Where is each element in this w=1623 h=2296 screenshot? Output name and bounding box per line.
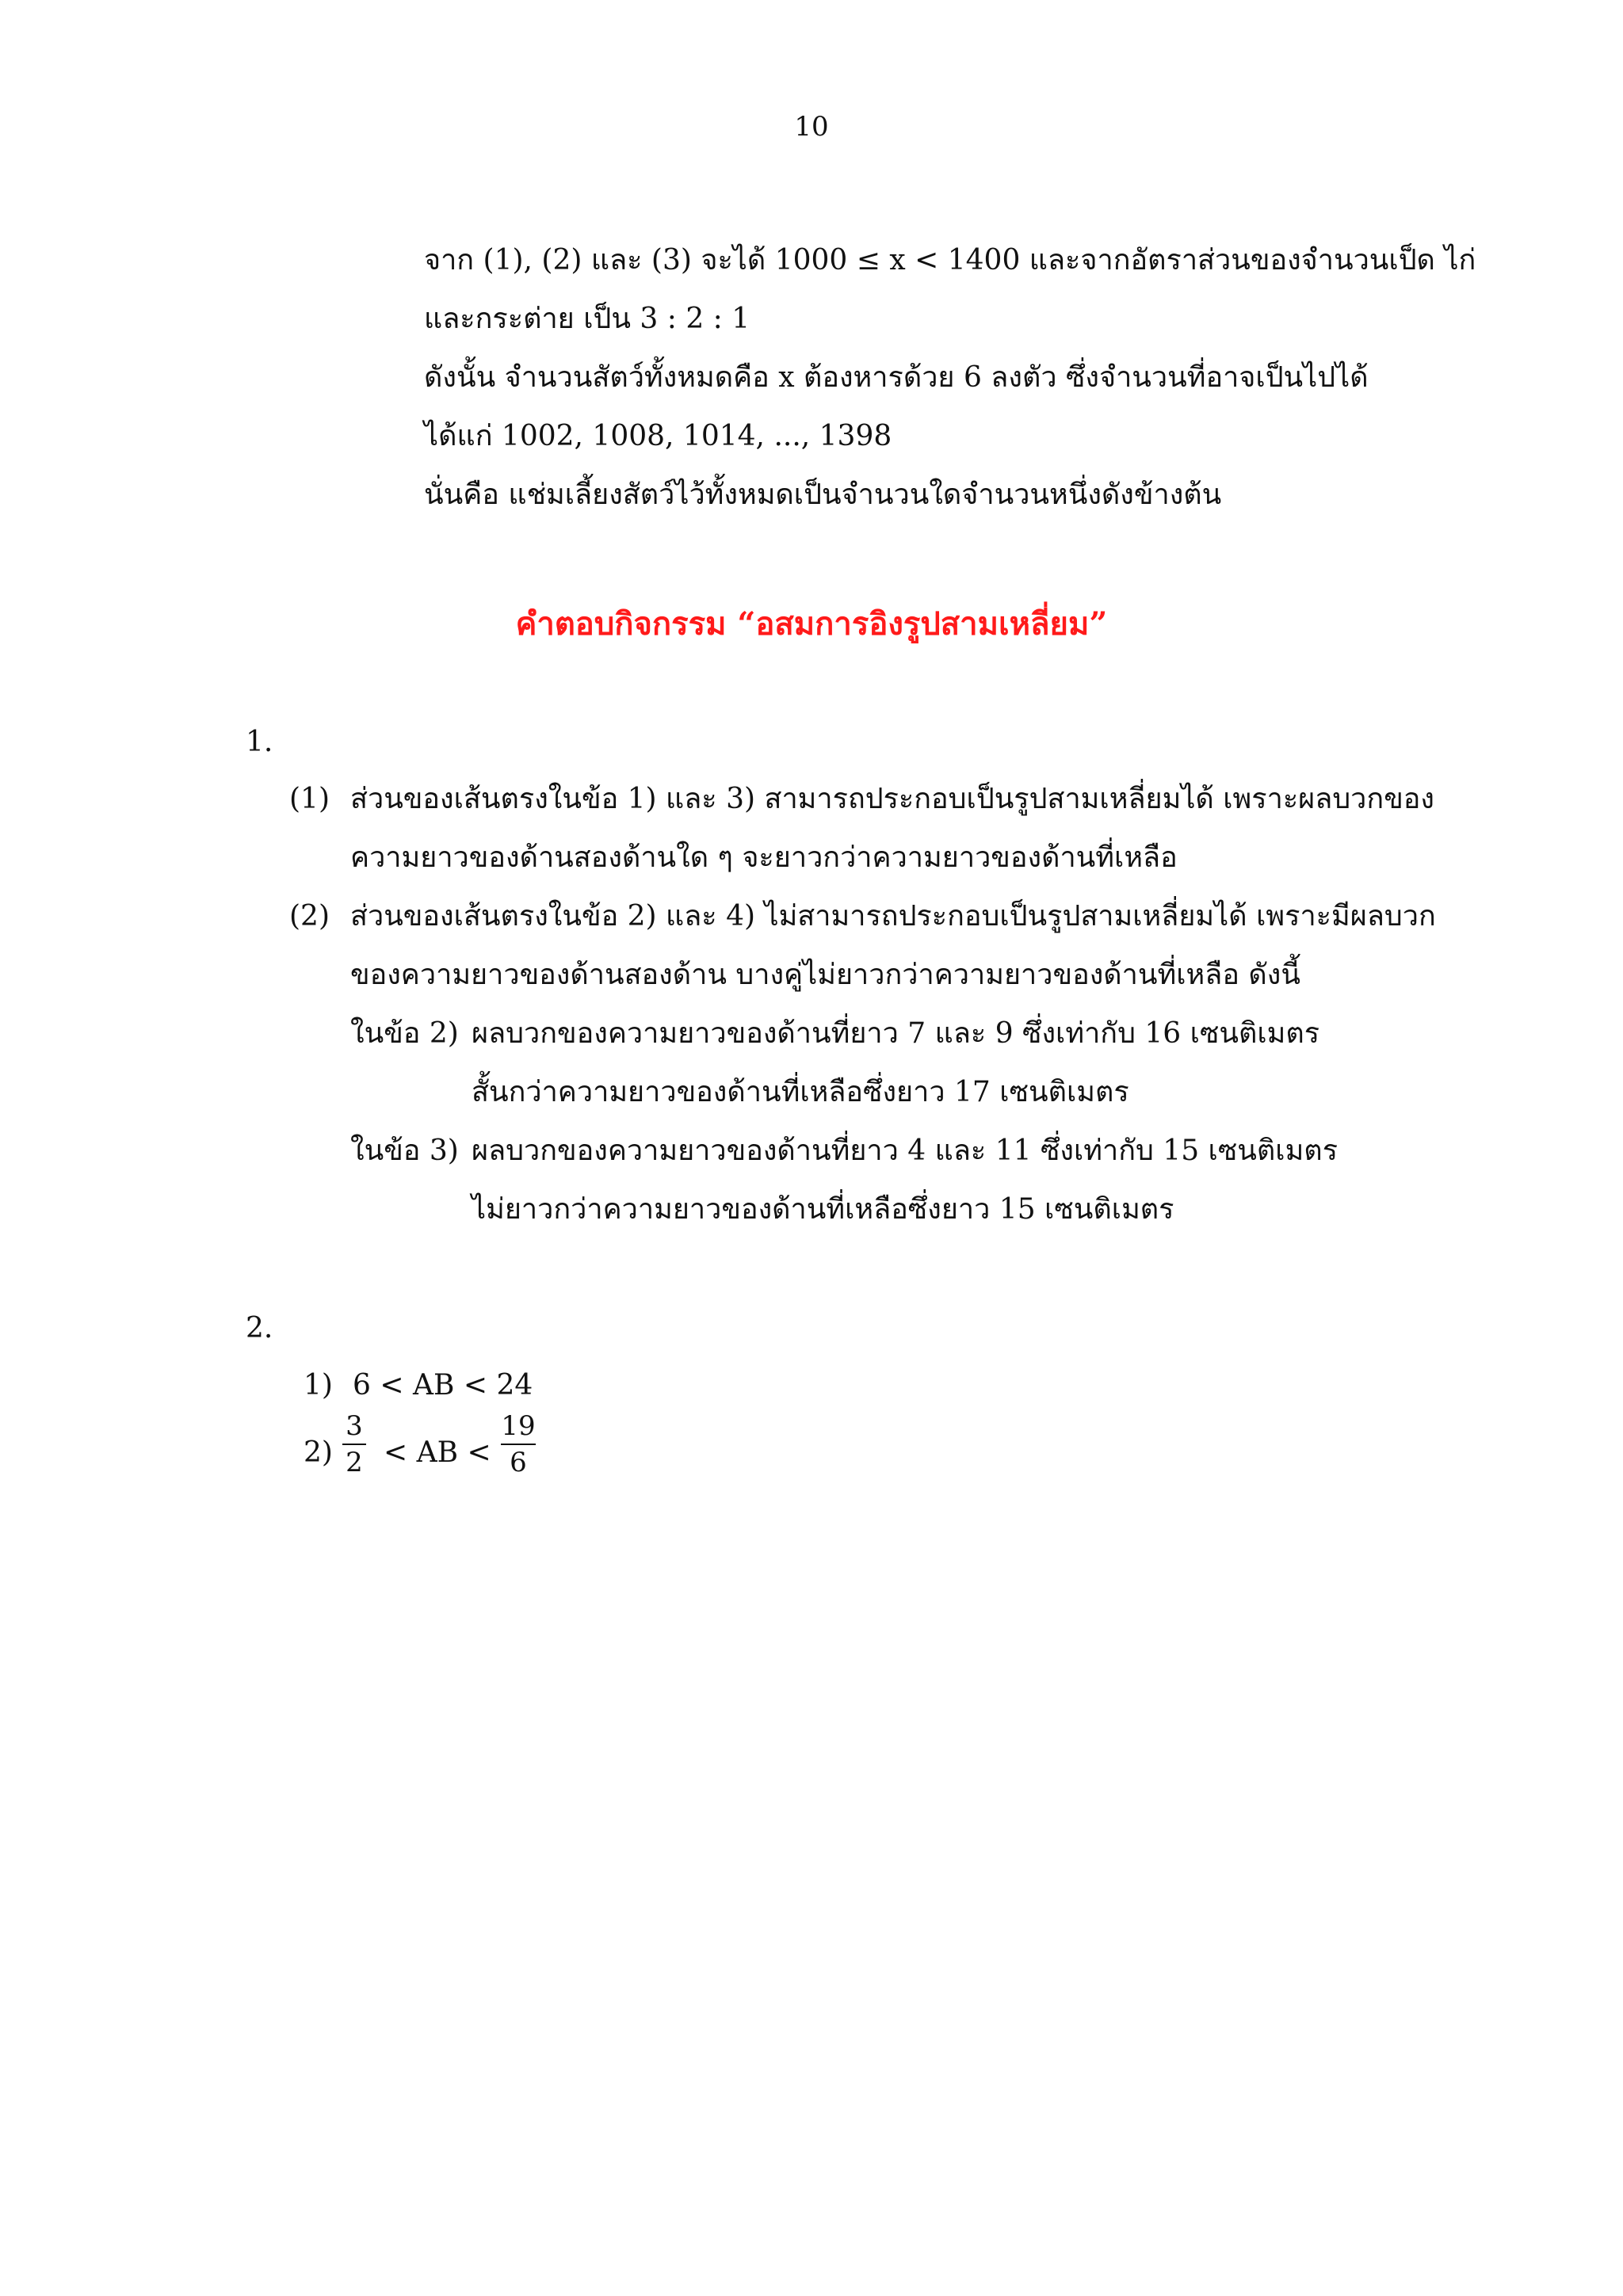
intro-line-4: ได้แก่ 1002, 1008, 1014, ..., 1398: [424, 420, 892, 452]
q1-number: 1.: [246, 726, 273, 758]
q2-item2-left-fraction: [342, 1410, 366, 1478]
q2-item1-expression: 6 < AB < 24: [353, 1369, 533, 1402]
q1-sub1-line2: สั้นกว่าความยาวของด้านที่เหลือซึ่งยาว 17 เซนติเมตร: [472, 1076, 1129, 1108]
q1-sub2-line2: ไม่ยาวกว่าความยาวของด้านที่เหลือซึ่งยาว 15 เซนติเมตร: [472, 1193, 1174, 1226]
q1-part2-line1: ส่วนของเส้นตรงในข้อ 2) และ 4) ไม่สามารถประกอบเป็นรูปสามเหลี่ยมได้ เพราะมีผลบวก: [350, 900, 1436, 933]
q1-sub2-label: ในข้อ 3): [350, 1135, 459, 1167]
page-number: 10: [794, 111, 829, 143]
q1-part1-label: (1): [289, 783, 330, 815]
q1-sub2-line1: ผลบวกของความยาวของด้านที่ยาว 4 และ 11 ซึ่งเท่ากับ 15 เซนติเมตร: [472, 1135, 1338, 1167]
fraction-bar: [501, 1444, 536, 1445]
q2-item1-label: 1): [304, 1369, 333, 1402]
fraction-numerator: 19: [501, 1410, 536, 1442]
intro-line-1: จาก (1), (2) และ (3) จะได้ 1000 ≤ x < 1400 และจากอัตราส่วนของจำนวนเป็ด ไก่: [424, 244, 1476, 277]
fraction-denominator: 2: [346, 1447, 363, 1478]
q2-item2-right-fraction: [501, 1410, 536, 1478]
q1-sub1-line1: ผลบวกของความยาวของด้านที่ยาว 7 และ 9 ซึ่งเท่ากับ 16 เซนติเมตร: [472, 1017, 1320, 1050]
answer-title: คำตอบกิจกรรม “อสมการอิงรูปสามเหลี่ยม”: [515, 605, 1108, 643]
fraction-denominator: 6: [510, 1447, 527, 1478]
fraction-numerator: 3: [346, 1410, 363, 1442]
intro-line-2: และกระต่าย เป็น 3 : 2 : 1: [424, 303, 750, 335]
q2-item2-label: 2): [304, 1436, 333, 1469]
intro-line-5: นั่นคือ แช่มเลี้ยงสัตว์ไว้ทั้งหมดเป็นจำนวนใดจำนวนหนึ่งดังข้างต้น: [424, 479, 1222, 511]
fraction-bar: [342, 1444, 366, 1445]
q2-item2-inequality: < AB <: [384, 1436, 491, 1469]
q1-sub1-label: ในข้อ 2): [350, 1017, 459, 1050]
q1-part2-line2: ของความยาวของด้านสองด้าน บางคู่ไม่ยาวกว่าความยาวของด้านที่เหลือ ดังนี้: [350, 959, 1300, 991]
q2-number: 2.: [246, 1312, 273, 1344]
q1-part2-label: (2): [289, 900, 330, 933]
intro-line-3: ดังนั้น จำนวนสัตว์ทั้งหมดคือ x ต้องหารด้วย 6 ลงตัว ซึ่งจำนวนที่อาจเป็นไปได้: [424, 361, 1369, 394]
q1-part1-line2: ความยาวของด้านสองด้านใด ๆ จะยาวกว่าความยาวของด้านที่เหลือ: [350, 841, 1178, 874]
q1-part1-line1: ส่วนของเส้นตรงในข้อ 1) และ 3) สามารถประกอบเป็นรูปสามเหลี่ยมได้ เพราะผลบวกของ: [350, 783, 1434, 815]
